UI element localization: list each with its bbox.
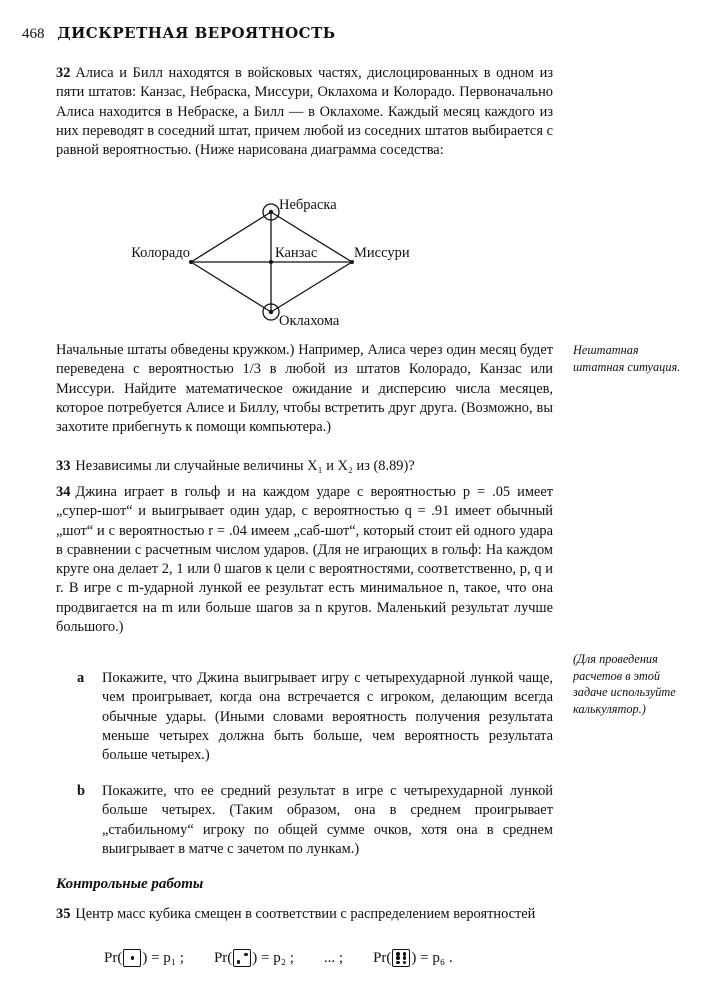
problem-33 xyxy=(56,457,553,476)
chapter-title: ДИСКРЕТНАЯ ВЕРОЯТНОСТЬ xyxy=(57,24,336,42)
pr-label: Pr( xyxy=(373,949,392,966)
label-oklahoma: Оклахома xyxy=(279,313,340,329)
problem-text: Начальные штаты обведены кружком.) Например, Алиса через один месяц будет переведена с вероятностью 1/3 в любой из штатов Колорадо, Канзас или Миссури. Найдите математическое ожидание и дисперсию числа месяцев, которое потребуется Алисе и Биллу, чтобы встретить друг друга. (Возможно, вы захотите прибегнуть к помощи компьютера.) xyxy=(56,342,553,436)
problem-text: Алиса и Билл находятся в войсковых частях, дислоцированных в одном из пяти штатов: Канзас, Небраска, Миссури, Оклахома и Колорадо. Первоначально Алиса находится в Небраске, а Билл — в Оклахоме. Каждый месяц каждого из них переводят в соседний штат, причем любой из соседних штатов выбирается с равной вероятностью. (Ниже нарисована диаграмма соседства: xyxy=(56,65,553,159)
page-number: 468 xyxy=(22,26,45,42)
margin-note-32: Нештатная штатная ситуация. xyxy=(573,343,681,374)
die-face-one-icon xyxy=(123,949,141,967)
formula-ellipsis: ... ; xyxy=(323,949,344,966)
formula-eq: ) = p₆ . xyxy=(411,949,453,966)
node-nebraska xyxy=(269,210,273,214)
pr-label: Pr( xyxy=(104,949,123,966)
part-letter: b xyxy=(77,783,86,799)
node-kansas xyxy=(269,260,273,264)
label-missouri: Миссури xyxy=(354,245,410,261)
problem-number: 34 xyxy=(56,484,71,500)
problem-32-continuation xyxy=(56,341,553,437)
problem-number: 33 xyxy=(56,458,71,474)
problem-34 xyxy=(56,483,553,637)
problem-number: 32 xyxy=(56,65,71,81)
margin-note-34: (Для проведения расчетов в этой задаче используйте калькулятор.) xyxy=(573,652,676,716)
problem-text: Джина играет в гольф и на каждом ударе с вероятностью p = .05 имеет „супер-шот“ и выигрывает один удар, с вероятностью q = .91 имеет обычный „шот“ и с вероятностью r = .04 имеем „саб-шот“, который стоит ей одного удара в сравнении с расчетным числом ударов. (Для не играющих в гольф: На каждом круге она делает 2, 1 или 0 шагов к цели с вероятностями, соответственно, p, q и r. В игре с m-ударной лункой ее результат есть минимальное n, такое, что она продвигается на m или больше шагов за n кругов. Маленький результат лучше большого.) xyxy=(56,484,553,636)
edge-colorado-nebraska xyxy=(191,212,271,262)
problem-32 xyxy=(56,64,553,160)
label-colorado: Колорадо xyxy=(131,245,190,261)
problem-text: Независимы ли случайные величины X₁ и X₂ из (8.89)? xyxy=(75,458,415,474)
formula-eq: ) = p₁ ; xyxy=(142,949,184,966)
part-letter: a xyxy=(77,670,85,686)
problem-text: Центр масс кубика смещен в соответствии с распределением вероятностей xyxy=(75,906,536,922)
adjacency-diagram xyxy=(108,194,428,332)
die-face-two-icon xyxy=(233,949,251,967)
die-face-six-icon xyxy=(392,949,410,967)
formula-term-2 xyxy=(214,949,294,967)
problem-34-part-a xyxy=(78,669,553,765)
section-title: Контрольные работы xyxy=(56,876,204,892)
label-kansas: Канзас xyxy=(275,245,318,261)
die-probability-formula xyxy=(104,949,564,967)
part-text: Покажите, что Джина выигрывает игру с четырехударной лункой чаще, чем проигрывает, когда она встречается с игроком, делающим всегда обычные удары. (Иными словами вероятность получения результата меньше четырех должна быть больше, чем вероятность результата больше четырех.) xyxy=(102,670,553,764)
pr-label: Pr( xyxy=(213,949,233,966)
problem-number: 35 xyxy=(56,906,71,922)
problem-34-part-b xyxy=(78,782,553,859)
node-oklahoma xyxy=(269,310,273,314)
formula-eq: ) = p₂ ; xyxy=(252,949,294,966)
label-nebraska: Небраска xyxy=(279,197,337,213)
formula-term-1 xyxy=(104,949,184,967)
edge-missouri-oklahoma xyxy=(271,262,352,312)
formula-term-6 xyxy=(373,949,453,967)
state-graph xyxy=(108,194,428,332)
edge-oklahoma-colorado xyxy=(191,262,271,312)
problem-35 xyxy=(56,905,553,924)
page-header xyxy=(22,24,336,43)
part-text: Покажите, что ее средний результат в игре с четырехударной лункой больше четырех. (Таким образом, она в среднем проигрывает „стабильному“ игроку по общей сумме очков, хотя она в среднем выигрывает в матче с зачетом по лункам.) xyxy=(102,783,553,857)
